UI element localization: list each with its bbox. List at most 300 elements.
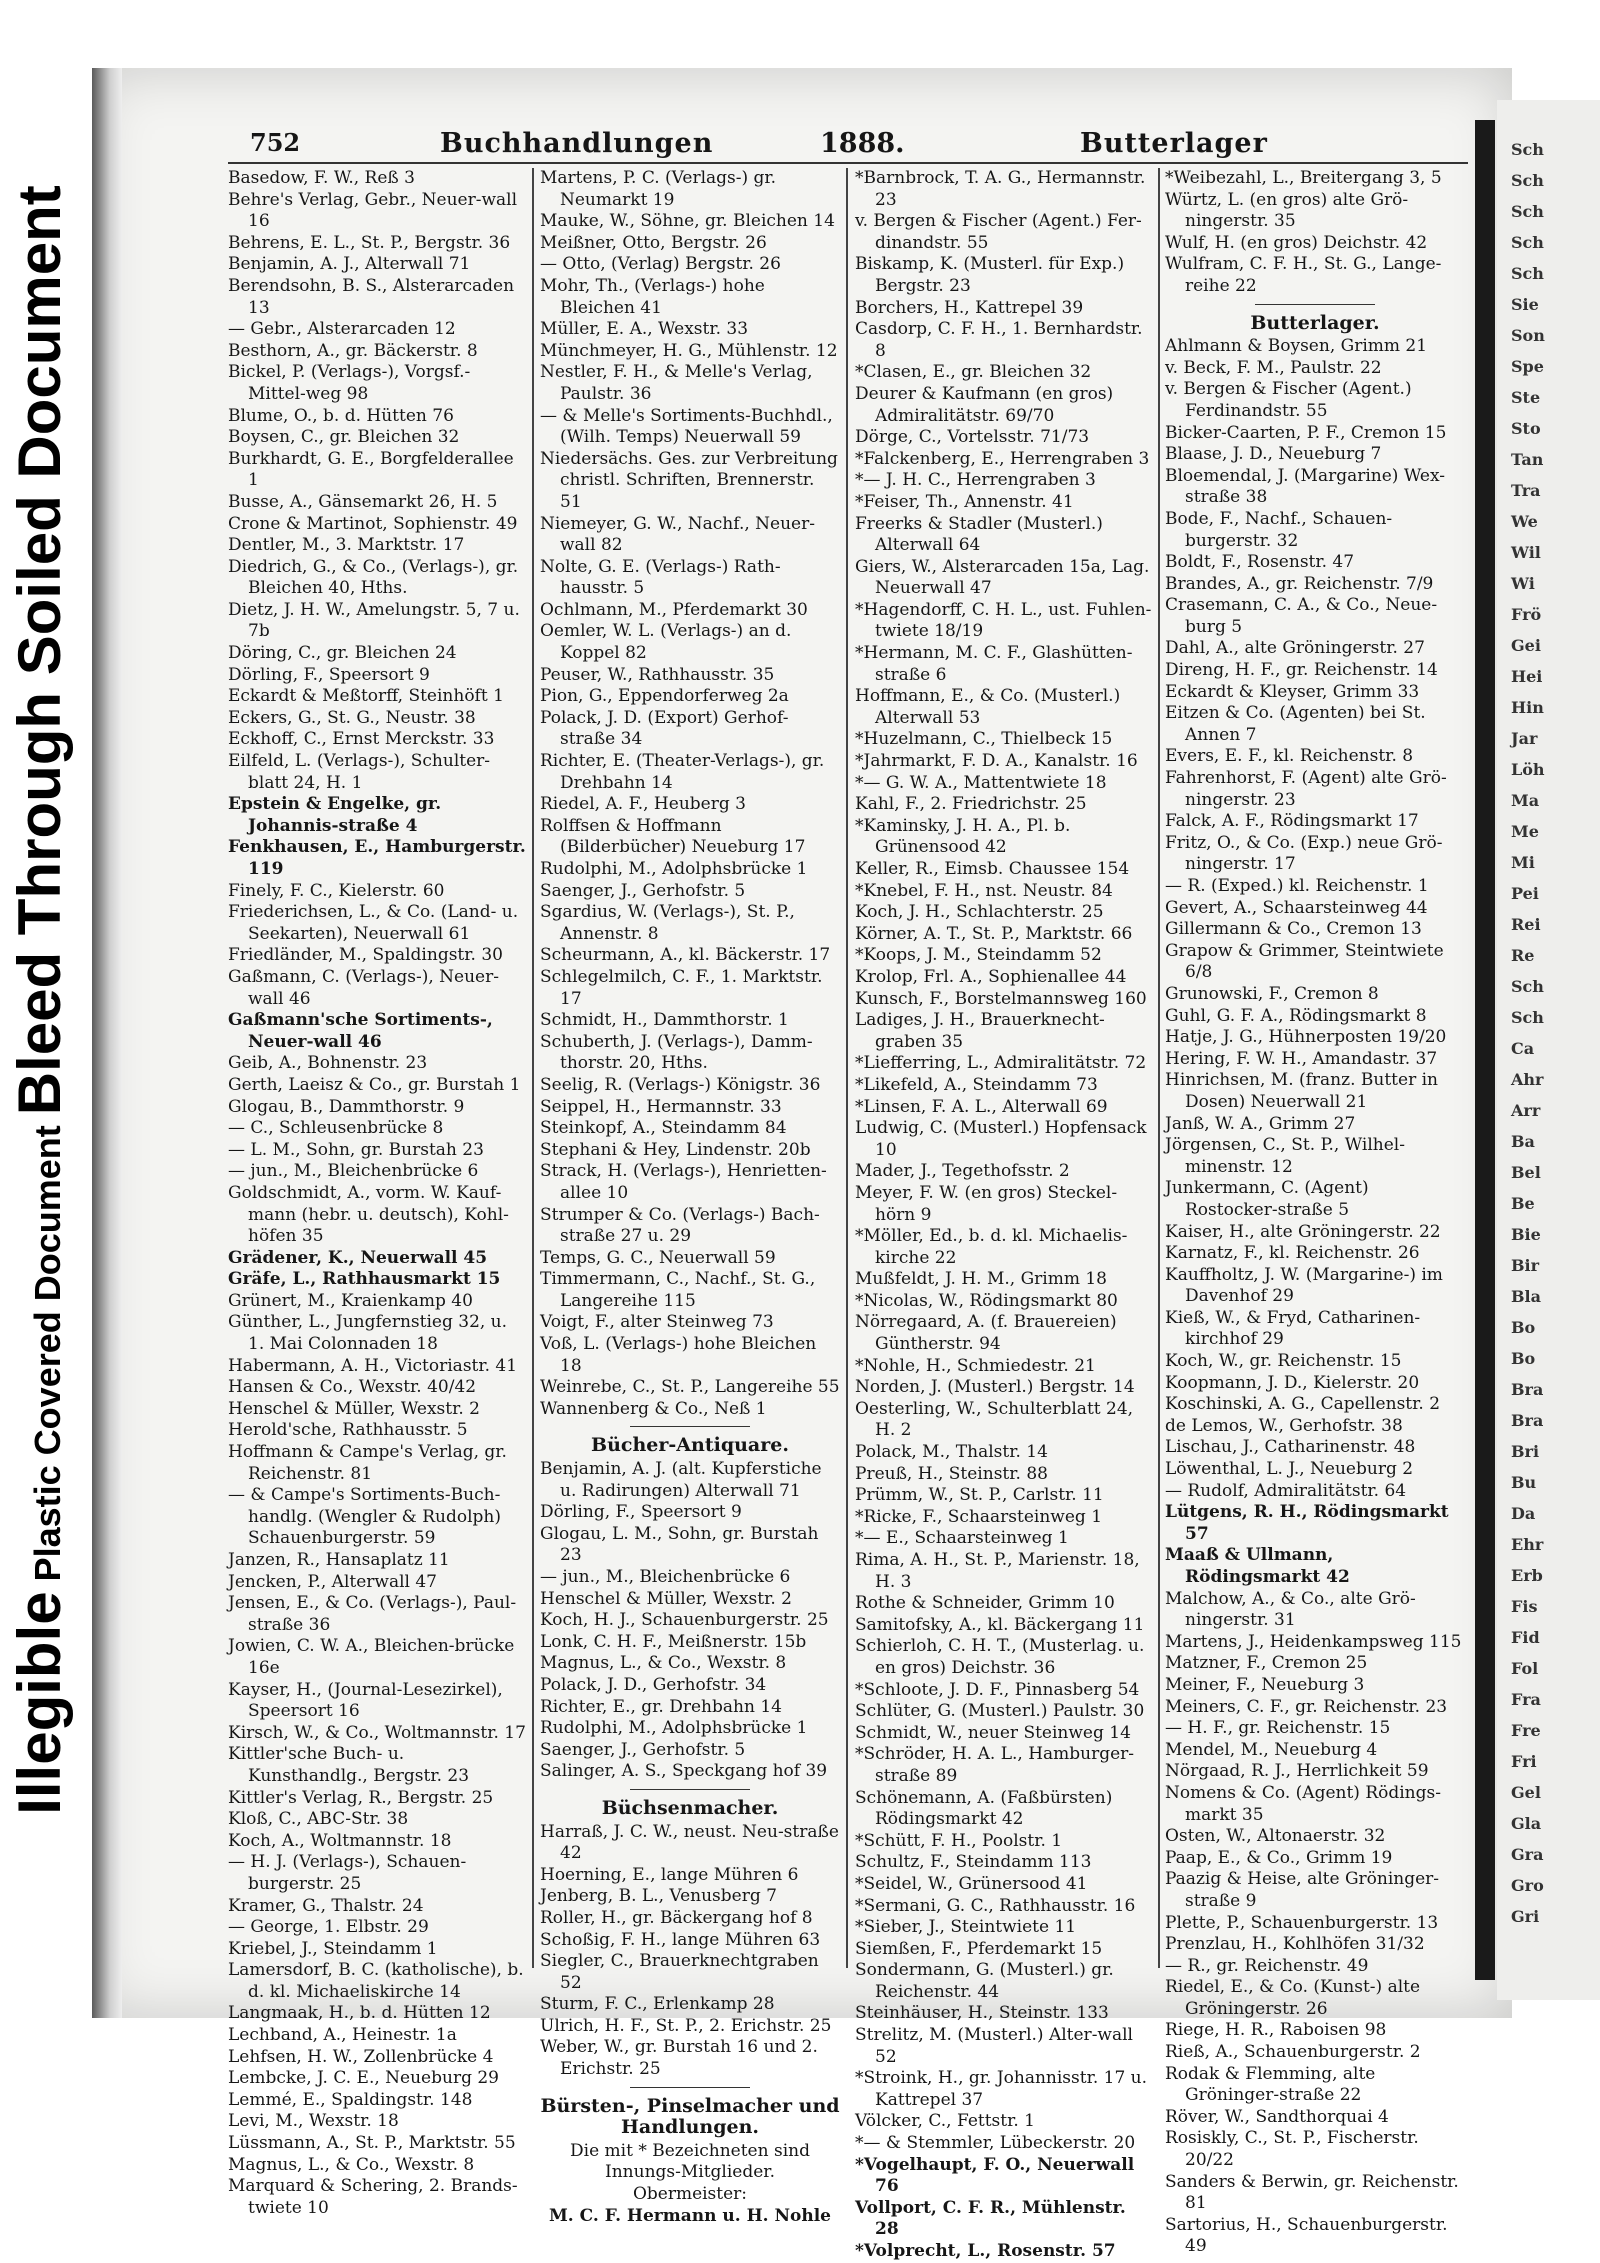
directory-entry: Junkermann, C. (Agent) Rostocker-straße 5 — [1165, 1178, 1369, 1220]
directory-entry: Körner, A. T., St. P., Marktstr. 66 — [855, 923, 1133, 944]
next-page-fragment: Sch — [1511, 140, 1544, 159]
directory-entry: Sgardius, W. (Verlags-), St. P., Annenstr. 8 — [540, 902, 795, 944]
directory-entry: *Falckenberg, E., Herrengraben 3 — [855, 448, 1150, 469]
directory-entry: Voß, L. (Verlags-) hohe Bleichen 18 — [540, 1334, 817, 1376]
directory-entry: *Schütt, F. H., Poolstr. 1 — [855, 1830, 1063, 1851]
directory-entry: Oesterling, W., Schulterblatt 24, H. 2 — [855, 1398, 1134, 1441]
directory-entry: Paazig & Heise, alte Gröninger-straße 9 — [1165, 1869, 1440, 1911]
directory-entry: Sartorius, H., Schauenburgerstr. 49 — [1165, 2214, 1448, 2257]
directory-entry: Grunowski, F., Cremon 8 — [1165, 983, 1379, 1004]
next-page-fragment: Fri — [1511, 1752, 1537, 1771]
directory-entry: *Kaminsky, J. H. A., Pl. b. Grünensood 42 — [855, 815, 1071, 858]
directory-entry: Kunsch, F., Borstelmannsweg 160 — [855, 988, 1147, 1009]
directory-entry: Behre's Verlag, Gebr., Neuer-wall 16 — [228, 189, 518, 232]
directory-entry: Hoffmann, E., & Co. (Musterl.) Alterwall 53 — [855, 686, 1121, 728]
directory-entry: Kloß, C., ABC-Str. 38 — [228, 1809, 409, 1830]
directory-entry: Hansen & Co., Wexstr. 40/42 — [228, 1377, 477, 1398]
directory-entry: Lamersdorf, B. C. (katholische), b. d. kl. Michaeliskirche 14 — [228, 1960, 524, 2002]
directory-entry: Keller, R., Eimsb. Chaussee 154 — [855, 859, 1130, 879]
directory-entry: Friedländer, M., Spaldingstr. 30 — [228, 945, 503, 966]
directory-entry: Besthorn, A., gr. Bäckerstr. 8 — [228, 340, 478, 361]
directory-entry: Eckhoff, C., Ernst Merckstr. 33 — [228, 729, 495, 750]
directory-entry: Günther, L., Jungfernstieg 32, u. 1. Mai Colonnaden 18 — [228, 1312, 508, 1355]
directory-entry: Ulrich, H. F., St. P., 2. Erichstr. 25 — [540, 2015, 832, 2036]
next-page-fragment: Bri — [1511, 1442, 1540, 1461]
directory-entry: de Lemos, W., Gerhofstr. 38 — [1165, 1415, 1403, 1436]
directory-entry: Harraß, J. C. W., neust. Neu-straße 42 — [540, 1821, 839, 1864]
directory-entry: Schuberth, J. (Verlags-), Damm-thorstr. 20, Hths. — [540, 1031, 813, 1074]
column-divider — [846, 168, 848, 1968]
directory-entry: Rothe & Schneider, Grimm 10 — [855, 1593, 1115, 1614]
section-heading: Bürsten-, Pinselmacher und Handlungen. — [540, 2094, 840, 2139]
directory-entry: *Schröder, H. A. L., Hamburger-straße 89 — [855, 1744, 1135, 1786]
directory-entry: *Hermann, M. C. F., Glashütten-straße 6 — [855, 643, 1133, 685]
directory-entry: Schierloh, C. H. T., (Musterlag. u. en gros) Deichstr. 36 — [855, 1636, 1145, 1678]
directory-entry: Weinrebe, C., St. P., Langereihe 55 — [540, 1377, 840, 1398]
next-page-fragment: Arr — [1511, 1101, 1541, 1120]
directory-entry: Norden, J. (Musterl.) Bergstr. 14 — [855, 1377, 1135, 1398]
directory-entry: Richter, E., gr. Drehbahn 14 — [540, 1696, 782, 1717]
directory-entry: Friederichsen, L., & Co. (Land- u. Seekarten), Neuerwall 61 — [228, 902, 519, 944]
directory-entry: — Gebr., Alsterarcaden 12 — [228, 319, 456, 340]
directory-entry: — jun., M., Bleichenbrücke 6 — [540, 1567, 791, 1587]
directory-entry: Nolte, G. E. (Verlags-) Rath-hausstr. 5 — [540, 556, 781, 599]
next-page-fragment: Gei — [1511, 636, 1541, 655]
directory-entry: Ludwig, C. (Musterl.) Hopfensack 10 — [855, 1118, 1147, 1160]
stamp-part: Illegible — [6, 1591, 73, 1815]
directory-entry: Karnatz, F., kl. Reichenstr. 26 — [1165, 1243, 1420, 1264]
section-note: Obermeister: — [632, 2184, 748, 2205]
directory-entry: Nomens & Co. (Agent) Rödings-markt 35 — [1165, 1782, 1441, 1825]
directory-entry: Fenkhausen, E., Hamburgerstr. 119 — [228, 837, 526, 879]
directory-entry: Grünert, M., Kraienkamp 40 — [228, 1290, 473, 1311]
directory-entry: Voigt, F., alter Steinweg 73 — [540, 1312, 774, 1333]
directory-entry: Saenger, J., Gerhofstr. 5 — [540, 1739, 746, 1760]
directory-entry: Lechband, A., Heinestr. 1a — [228, 2025, 457, 2046]
next-page-fragment: Ehr — [1511, 1535, 1544, 1554]
directory-entry: Weber, W., gr. Burstah 16 und 2. Erichstr. 25 — [540, 2037, 818, 2080]
directory-entry: Seippel, H., Hermannstr. 33 — [540, 1096, 782, 1117]
next-page-fragment: Fol — [1511, 1659, 1539, 1678]
next-page-fragment: Ba — [1511, 1132, 1535, 1151]
next-page-fragment: Be — [1511, 1194, 1535, 1213]
directory-entry: Rodak & Flemming, alte Gröninger-straße 22 — [1165, 2063, 1376, 2106]
directory-entry: Maaß & Ullmann, Rödingsmarkt 42 — [1165, 1545, 1350, 1587]
directory-entry: Lischau, J., Catharinenstr. 48 — [1165, 1437, 1416, 1458]
next-page-fragment: Bo — [1511, 1349, 1536, 1368]
directory-entry: *Clasen, E., gr. Bleichen 32 — [855, 362, 1092, 383]
directory-entry: Oemler, W. L. (Verlags-) an d. Koppel 82 — [540, 621, 792, 664]
directory-entry: Eilfeld, L. (Verlags-), Schulter-blatt 24, H. 1 — [228, 751, 491, 793]
directory-entry: Schlüter, G. (Musterl.) Paulstr. 30 — [855, 1701, 1145, 1722]
directory-entry: Jowien, C. W. A., Bleichen-brücke 16e — [228, 1636, 515, 1678]
directory-entry: Müller, E. A., Wexstr. 33 — [540, 319, 749, 340]
running-title-left: Buchhandlungen — [440, 128, 714, 159]
directory-entry: Strumper & Co. (Verlags-) Bach-straße 27 u. 29 — [540, 1204, 820, 1247]
directory-entry: Hoffmann & Campe's Verlag, gr. Reichenstr. 81 — [228, 1442, 507, 1484]
directory-entry: Janß, W. A., Grimm 27 — [1165, 1113, 1356, 1134]
directory-entry: Münchmeyer, H. G., Mühlenstr. 12 — [540, 340, 838, 361]
directory-entry: Dörling, F., Speersort 9 — [540, 1502, 742, 1523]
next-page-fragment: Pei — [1511, 884, 1539, 903]
directory-year: 1888. — [820, 128, 905, 159]
directory-entry: *— J. H. C., Herrengraben 3 — [855, 470, 1096, 491]
directory-entry: Hering, F. W. H., Amandastr. 37 — [1165, 1048, 1438, 1069]
directory-entry: Wannenberg & Co., Neß 1 — [540, 1398, 767, 1419]
directory-entry: Saenger, J., Gerhofstr. 5 — [540, 880, 746, 901]
directory-entry: Dörling, F., Speersort 9 — [228, 664, 430, 685]
directory-entry: Meiners, C. F., gr. Reichenstr. 23 — [1165, 1696, 1448, 1717]
directory-entry: Richter, E. (Theater-Verlags-), gr. Drehbahn 14 — [540, 751, 825, 793]
next-page-fragment: Sch — [1511, 202, 1544, 221]
next-page-fragment: We — [1511, 512, 1538, 531]
directory-entry: Janzen, R., Hansaplatz 11 — [228, 1550, 450, 1570]
page-number: 752 — [250, 128, 301, 157]
directory-entry: Meiner, F., Neueburg 3 — [1165, 1674, 1365, 1695]
directory-entry: Gaßmann'sche Sortiments-, Neuer-wall 46 — [228, 1010, 493, 1052]
next-page-fragment: Re — [1511, 946, 1535, 965]
directory-entry: — R., gr. Reichenstr. 49 — [1165, 1955, 1369, 1976]
directory-entry: Würtz, L. (en gros) alte Grö-ningerstr. 35 — [1165, 189, 1409, 232]
directory-entry: *Vogelhaupt, F. O., Neuerwall 76 — [855, 2154, 1135, 2197]
section-note: Die mit * Bezeichneten sind Innungs-Mitglieder. — [570, 2140, 810, 2183]
directory-entry: *Ricke, F., Schaarsteinweg 1 — [855, 1506, 1103, 1527]
next-page-fragment: Gro — [1511, 1876, 1544, 1895]
next-page-fragment: Bra — [1511, 1380, 1544, 1399]
next-page-fragment: Ste — [1511, 388, 1541, 407]
directory-column-2 — [540, 168, 840, 2226]
page-spine-shadow — [92, 68, 122, 2018]
directory-entry: Grädener, K., Neuerwall 45 — [228, 1247, 488, 1268]
directory-entry: Guhl, G. F. A., Rödingsmarkt 8 — [1165, 1005, 1427, 1026]
directory-entry: Niedersächs. Ges. zur Verbreitung christl. Schriften, Brennerstr. 51 — [540, 448, 838, 512]
directory-entry: Busse, A., Gänsemarkt 26, H. 5 — [228, 491, 498, 512]
next-page-fragment: Hei — [1511, 667, 1543, 686]
directory-entry: *Liefferring, L., Admiralitätstr. 72 — [855, 1053, 1147, 1074]
directory-entry: — H. J. (Verlags-), Schauen-burgerstr. 25 — [228, 1852, 467, 1894]
directory-entry: Polack, J. D., Gerhofstr. 34 — [540, 1674, 767, 1695]
next-page-fragment: Gel — [1511, 1783, 1541, 1802]
directory-entry: Riege, H. R., Raboisen 98 — [1165, 2020, 1387, 2041]
directory-entry: *Möller, Ed., b. d. kl. Michaelis-kirche 22 — [855, 1226, 1128, 1268]
directory-entry: Habermann, A. H., Victoriastr. 41 — [228, 1355, 518, 1376]
directory-entry: Eckardt & Kleyser, Grimm 33 — [1165, 681, 1420, 702]
next-page-fragment: Bie — [1511, 1225, 1541, 1244]
directory-entry: Boysen, C., gr. Bleichen 32 — [228, 427, 460, 448]
directory-entry: Schultz, F., Steindamm 113 — [855, 1852, 1092, 1873]
directory-entry: *— G. W. A., Mattentwiete 18 — [855, 772, 1107, 793]
directory-entry: Fritz, O., & Co. (Exp.) neue Grö-ningerstr. 17 — [1165, 832, 1443, 875]
next-page-fragment: Gla — [1511, 1814, 1542, 1833]
directory-entry: Magnus, L., & Co., Wexstr. 8 — [540, 1653, 787, 1674]
directory-entry: Peuser, W., Rathhausstr. 35 — [540, 664, 775, 685]
next-page-fragment: Fra — [1511, 1690, 1541, 1709]
directory-entry: Rosiskly, C., St. P., Fischerstr. 20/22 — [1165, 2128, 1419, 2171]
directory-entry: Krolop, Frl. A., Sophienallee 44 — [855, 966, 1127, 987]
directory-entry: Mauke, W., Söhne, gr. Bleichen 14 — [540, 211, 835, 232]
directory-entry: Borchers, H., Kattrepel 39 — [855, 297, 1084, 318]
directory-entry: Bode, F., Nachf., Schauen-burgerstr. 32 — [1165, 508, 1393, 551]
directory-entry: Wulfram, C. F. H., St. G., Lange-reihe 22 — [1165, 254, 1442, 296]
directory-entry: Sanders & Berwin, gr. Reichenstr. 81 — [1165, 2171, 1459, 2214]
next-page-fragment: Erb — [1511, 1566, 1543, 1585]
directory-entry: Blaase, J. D., Neueburg 7 — [1165, 444, 1382, 465]
next-page-fragment: Sch — [1511, 171, 1544, 190]
directory-entry: Fahrenhorst, F. (Agent) alte Grö-ningerstr. 23 — [1165, 768, 1447, 810]
directory-entry: Rima, A. H., St. P., Marienstr. 18, H. 3 — [855, 1550, 1140, 1592]
directory-entry: — Otto, (Verlag) Bergstr. 26 — [540, 254, 781, 275]
directory-entry: Lüssmann, A., St. P., Marktstr. 55 — [228, 2133, 516, 2154]
directory-entry: Meyer, F. W. (en gros) Steckel-hörn 9 — [855, 1182, 1118, 1225]
directory-entry: Martens, J., Heidenkampsweg 115 — [1165, 1631, 1462, 1652]
next-page-fragment: Fid — [1511, 1628, 1540, 1647]
directory-entry: Schmidt, H., Dammthorstr. 1 — [540, 1010, 789, 1031]
directory-entry: Crone & Martinot, Sophienstr. 49 — [228, 513, 518, 534]
directory-entry: Siegler, C., Brauerknechtgraben 52 — [540, 1951, 819, 1993]
next-page-fragment: Sch — [1511, 233, 1544, 252]
next-page-fragment: Ma — [1511, 791, 1540, 810]
directory-entry: Crasemann, C. A., & Co., Neue-burg 5 — [1165, 595, 1438, 637]
directory-entry: — & Melle's Sortiments-Buchhdl., (Wilh. Temps) Neuerwall 59 — [540, 405, 833, 448]
directory-entry: Bicker-Caarten, P. F., Cremon 15 — [1165, 422, 1447, 443]
next-page-fragment: Hin — [1511, 698, 1544, 717]
directory-entry: Kriebel, J., Steindamm 1 — [228, 1938, 438, 1959]
directory-entry: Kittler'sche Buch- u. Kunsthandlg., Bergstr. 23 — [228, 1744, 470, 1786]
directory-entry: Plette, P., Schauenburgerstr. 13 — [1165, 1912, 1439, 1933]
directory-entry: Biskamp, K. (Musterl. für Exp.) Bergstr. 23 — [855, 254, 1125, 296]
directory-entry: — & Campe's Sortiments-Buch-handlg. (Wengler & Rudolph) Schauenburgerstr. 59 — [228, 1485, 501, 1549]
next-page-fragment: Sch — [1511, 1008, 1544, 1027]
next-page-fragment: Löh — [1511, 760, 1545, 779]
directory-entry: Gillermann & Co., Cremon 13 — [1165, 919, 1422, 940]
section-rule — [630, 2087, 750, 2088]
directory-entry: Lütgens, R. H., Rödingsmarkt 57 — [1165, 1502, 1449, 1544]
directory-entry: — H. F., gr. Reichenstr. 15 — [1165, 1718, 1391, 1739]
directory-entry: Falck, A. F., Rödingsmarkt 17 — [1165, 811, 1419, 832]
directory-entry: Mendel, M., Neueburg 4 — [1165, 1739, 1378, 1760]
directory-entry: Bickel, P. (Verlags-), Vorgsf.-Mittel-weg 98 — [228, 362, 471, 404]
directory-entry: *Sermani, G. C., Rathhausstr. 16 — [855, 1895, 1136, 1916]
section-rule — [1255, 304, 1375, 305]
directory-entry: Freerks & Stadler (Musterl.) Alterwall 64 — [855, 513, 1103, 556]
directory-entry: Benjamin, A. J. (alt. Kupferstiche u. Radirungen) Alterwall 71 — [540, 1459, 822, 1501]
next-page-fragment: Son — [1511, 326, 1545, 345]
directory-entry: Völcker, C., Fettstr. 1 — [855, 2111, 1035, 2132]
directory-entry: Blume, O., b. d. Hütten 76 — [228, 405, 454, 426]
directory-entry: Koch, H. J., Schauenburgerstr. 25 — [540, 1610, 829, 1631]
directory-entry: Gräfe, L., Rathhausmarkt 15 — [228, 1269, 501, 1290]
directory-entry: Riedel, A. F., Heuberg 3 — [540, 794, 746, 815]
next-page-fragment: Frö — [1511, 605, 1542, 624]
directory-entry: Scheurmann, A., kl. Bäckerstr. 17 — [540, 945, 831, 966]
next-page-fragment: Me — [1511, 822, 1539, 841]
next-page-fragment: Bir — [1511, 1256, 1540, 1275]
next-page-fragment: Wi — [1511, 574, 1535, 593]
directory-entry: *— & Stemmler, Lübeckerstr. 20 — [855, 2133, 1136, 2154]
next-page-fragment: Spe — [1511, 357, 1544, 376]
directory-entry: Nörregaard, A. (f. Brauereien) Güntherstr. 94 — [855, 1312, 1117, 1355]
directory-entry: Lehfsen, H. W., Zollenbrücke 4 — [228, 2046, 494, 2067]
directory-entry: Sondermann, G. (Musterl.) gr. Reichenstr. 44 — [855, 1960, 1114, 2002]
stamp-part: Plastic Covered Document — [27, 1115, 68, 1592]
next-page-fragment: Tan — [1511, 450, 1544, 469]
directory-entry: Schlegelmilch, C. F., 1. Marktstr. 17 — [540, 966, 823, 1009]
directory-entry: *Nicolas, W., Rödingsmarkt 80 — [855, 1290, 1118, 1311]
section-note: M. C. F. Hermann u. H. Nohle — [548, 2205, 831, 2226]
directory-entry: Ahlmann & Boysen, Grimm 21 — [1165, 336, 1428, 357]
next-page-fragment: Gra — [1511, 1845, 1544, 1864]
directory-entry: Kittler's Verlag, R., Bergstr. 25 — [228, 1787, 494, 1808]
directory-entry: Niemeyer, G. W., Nachf., Neuer-wall 82 — [540, 513, 815, 556]
directory-entry: *Stroink, H., gr. Johannisstr. 17 u. Kattrepel 37 — [855, 2068, 1148, 2110]
stamp-part: Bleed Through Soiled Document — [6, 185, 73, 1116]
directory-entry: Hatje, J. G., Hühnerposten 19/20 — [1165, 1027, 1447, 1048]
directory-entry: Goldschmidt, A., vorm. W. Kauf-mann (hebr. u. deutsch), Kohl-höfen 35 — [228, 1182, 509, 1247]
directory-entry: Basedow, F. W., Reß 3 — [228, 168, 415, 188]
directory-entry: Lemmé, E., Spaldingstr. 148 — [228, 2089, 473, 2110]
directory-entry: Siemßen, F., Pferdemarkt 15 — [855, 1938, 1103, 1959]
directory-entry: Hinrichsen, M. (franz. Butter in Dosen) Neuerwall 21 — [1165, 1070, 1438, 1112]
next-page-fragment: Sie — [1511, 295, 1539, 314]
directory-entry: Löwenthal, L. J., Neueburg 2 — [1165, 1459, 1414, 1480]
directory-entry: — C., Schleusenbrücke 8 — [228, 1118, 444, 1139]
directory-entry: Brandes, A., gr. Reichenstr. 7/9 — [1165, 573, 1434, 594]
next-page-fragment: Fis — [1511, 1597, 1538, 1616]
directory-column-4 — [1165, 168, 1465, 2257]
directory-entry: *Seidel, W., Grünersood 41 — [855, 1873, 1088, 1894]
directory-entry: Schönemann, A. (Faßbürsten) Rödingsmarkt 42 — [855, 1787, 1113, 1830]
directory-entry: Strelitz, M. (Musterl.) Alter-wall 52 — [855, 2025, 1133, 2067]
directory-entry: v. Beck, F. M., Paulstr. 22 — [1165, 357, 1382, 378]
directory-entry: *— E., Schaarsteinweg 1 — [855, 1528, 1069, 1549]
directory-entry: Nestler, F. H., & Melle's Verlag, Paulstr. 36 — [540, 362, 813, 404]
section-rule — [630, 1789, 750, 1790]
directory-entry: Jencken, P., Alterwall 47 — [228, 1571, 437, 1592]
next-page-fragment: Bla — [1511, 1287, 1541, 1306]
section-heading: Bücher-Antiquare. — [591, 1434, 789, 1457]
next-page-fragment: Gri — [1511, 1907, 1540, 1926]
directory-entry: Evers, E. F., kl. Reichenstr. 8 — [1165, 746, 1414, 767]
directory-entry: Steinkopf, A., Steindamm 84 — [540, 1118, 787, 1139]
directory-entry: Seelig, R. (Verlags-) Königstr. 36 — [540, 1074, 821, 1095]
directory-entry: Roller, H., gr. Bäckergang hof 8 — [540, 1907, 813, 1928]
directory-entry: Temps, G. C., Neuerwall 59 — [540, 1247, 776, 1268]
directory-entry: Mohr, Th., (Verlags-) hohe Bleichen 41 — [540, 275, 765, 318]
stamp-text — [6, 185, 73, 1815]
next-page-fragment: Sto — [1511, 419, 1541, 438]
directory-entry: Hoerning, E., lange Mühren 6 — [540, 1864, 799, 1885]
directory-entry: Direng, H. F., gr. Reichenstr. 14 — [1165, 660, 1438, 681]
directory-entry: Eitzen & Co. (Agenten) bei St. Annen 7 — [1165, 703, 1426, 745]
directory-entry: Matzner, F., Cremon 25 — [1165, 1653, 1368, 1674]
page-header — [250, 128, 1490, 172]
directory-entry: Geib, A., Bohnenstr. 23 — [228, 1053, 428, 1074]
section-heading: Butterlager. — [1250, 311, 1380, 334]
directory-entry: Kauffholtz, J. W. (Margarine-) im Davenhof 29 — [1165, 1264, 1443, 1307]
directory-entry: Stephani & Hey, Lindenstr. 20b — [540, 1139, 811, 1160]
directory-entry: Gaßmann, C. (Verlags-), Neuer-wall 46 — [228, 966, 499, 1009]
directory-entry: Marquard & Schering, 2. Brands-twiete 10 — [228, 2176, 518, 2218]
directory-entry: Finely, F. C., Kielerstr. 60 — [228, 880, 445, 901]
directory-entry: Koch, J. H., Schlachterstr. 25 — [855, 902, 1104, 923]
directory-entry: Jenberg, B. L., Venusberg 7 — [540, 1886, 777, 1907]
directory-entry: Döring, C., gr. Bleichen 24 — [228, 643, 457, 664]
directory-entry: Prümm, W., St. P., Carlstr. 11 — [855, 1485, 1104, 1506]
directory-entry: *Volprecht, L., Rosenstr. 57 — [855, 2241, 1116, 2261]
directory-entry: Meißner, Otto, Bergstr. 26 — [540, 232, 767, 253]
directory-entry: Schoßig, F. H., lange Mühren 63 — [540, 1929, 821, 1950]
directory-entry: Polack, M., Thalstr. 14 — [855, 1442, 1048, 1463]
directory-entry: *Huzelmann, C., Thielbeck 15 — [855, 729, 1113, 750]
directory-entry: Benjamin, A. J., Alterwall 71 — [228, 254, 471, 275]
directory-entry: *Linsen, F. A. L., Alterwall 69 — [855, 1096, 1108, 1117]
directory-entry: Burkhardt, G. E., Borgfelderallee 1 — [228, 448, 514, 491]
directory-entry: Glogau, B., Dammthorstr. 9 — [228, 1096, 465, 1117]
next-page-fragment: Bra — [1511, 1411, 1544, 1430]
column-divider — [1158, 168, 1160, 1968]
running-title-right: Butterlager — [1080, 128, 1268, 159]
next-page-fragment: Bu — [1511, 1473, 1537, 1492]
next-page-fragment: Ca — [1511, 1039, 1535, 1058]
directory-entry: Grapow & Grimmer, Steintwiete 6/8 — [1165, 940, 1444, 983]
directory-entry: Magnus, L., & Co., Wexstr. 8 — [228, 2154, 475, 2175]
page-gutter — [1475, 120, 1495, 1980]
directory-entry: *Feiser, Th., Annenstr. 41 — [855, 491, 1074, 512]
directory-entry: Kahl, F., 2. Friedrichstr. 25 — [855, 794, 1087, 815]
directory-entry: Paap, E., & Co., Grimm 19 — [1165, 1847, 1393, 1868]
next-page-fragment: Ahr — [1511, 1070, 1544, 1089]
directory-entry: Jörgensen, C., St. P., Wilhel-minenstr. 12 — [1165, 1135, 1405, 1177]
directory-entry: Osten, W., Altonaerstr. 32 — [1165, 1826, 1386, 1847]
directory-entry: Dentler, M., 3. Marktstr. 17 — [228, 535, 465, 556]
section-heading: Büchsenmacher. — [601, 1796, 779, 1819]
directory-entry: Prenzlau, H., Kohlhöfen 31/32 — [1165, 1934, 1425, 1955]
directory-entry: Schmidt, W., neuer Steinweg 14 — [855, 1722, 1131, 1743]
next-page-fragment: Rei — [1511, 915, 1541, 934]
next-page-fragment: Sch — [1511, 977, 1544, 996]
directory-entry: Steinhäuser, H., Steinstr. 133 — [855, 2003, 1109, 2024]
directory-entry: Dietz, J. H. W., Amelungstr. 5, 7 u. 7b — [228, 599, 520, 642]
directory-entry: Mader, J., Tegethofsstr. 2 — [855, 1161, 1070, 1182]
directory-entry: Koch, W., gr. Reichenstr. 15 — [1165, 1351, 1402, 1372]
directory-entry: Preuß, H., Steinstr. 88 — [855, 1463, 1048, 1484]
directory-entry: *Hagendorff, C. H. L., ust. Fuhlen-twiete 18/19 — [855, 599, 1152, 642]
directory-entry: *Weibezahl, L., Breitergang 3, 5 — [1165, 168, 1442, 188]
directory-entry: Koch, A., Woltmannstr. 18 — [228, 1830, 452, 1851]
directory-entry: Levi, M., Wexstr. 18 — [228, 2111, 399, 2132]
next-page-fragment: Wil — [1511, 543, 1541, 562]
directory-entry: Gevert, A., Schaarsteinweg 44 — [1165, 897, 1428, 918]
directory-entry: Henschel & Müller, Wexstr. 2 — [540, 1588, 792, 1609]
directory-entry: Eckardt & Meßtorff, Steinhöft 1 — [228, 686, 504, 707]
directory-entry: *Sieber, J., Steintwiete 11 — [855, 1917, 1077, 1938]
directory-entry: v. Bergen & Fischer (Agent.) Ferdinandstr. 55 — [1165, 379, 1412, 421]
directory-entry: Rudolphi, M., Adolphsbrücke 1 — [540, 1718, 808, 1739]
directory-entry: Jensen, E., & Co. (Verlags-), Paul-straße 36 — [228, 1593, 517, 1635]
directory-entry: Boldt, F., Rosenstr. 47 — [1165, 552, 1355, 573]
directory-entry: — R. (Exped.) kl. Reichenstr. 1 — [1165, 876, 1429, 896]
directory-entry: *Barnbrock, T. A. G., Hermannstr. 23 — [855, 168, 1146, 210]
directory-entry: Lonk, C. H. F., Meißnerstr. 15b — [540, 1631, 807, 1652]
directory-entry: Rudolphi, M., Adolphsbrücke 1 — [540, 859, 808, 879]
directory-entry: Dörge, C., Vortelsstr. 71/73 — [855, 427, 1090, 448]
directory-entry: Strack, H. (Verlags-), Henrietten-allee 10 — [540, 1161, 827, 1203]
section-rule — [630, 1426, 750, 1427]
directory-entry: — George, 1. Elbstr. 29 — [228, 1917, 429, 1938]
directory-entry: Ladiges, J. H., Brauerknecht-graben 35 — [855, 1010, 1105, 1052]
directory-entry: Bloemendal, J. (Margarine) Wex-straße 38 — [1165, 465, 1446, 508]
directory-entry: Giers, W., Alsterarcaden 15a, Lag. Neuerwall 47 — [855, 556, 1150, 599]
